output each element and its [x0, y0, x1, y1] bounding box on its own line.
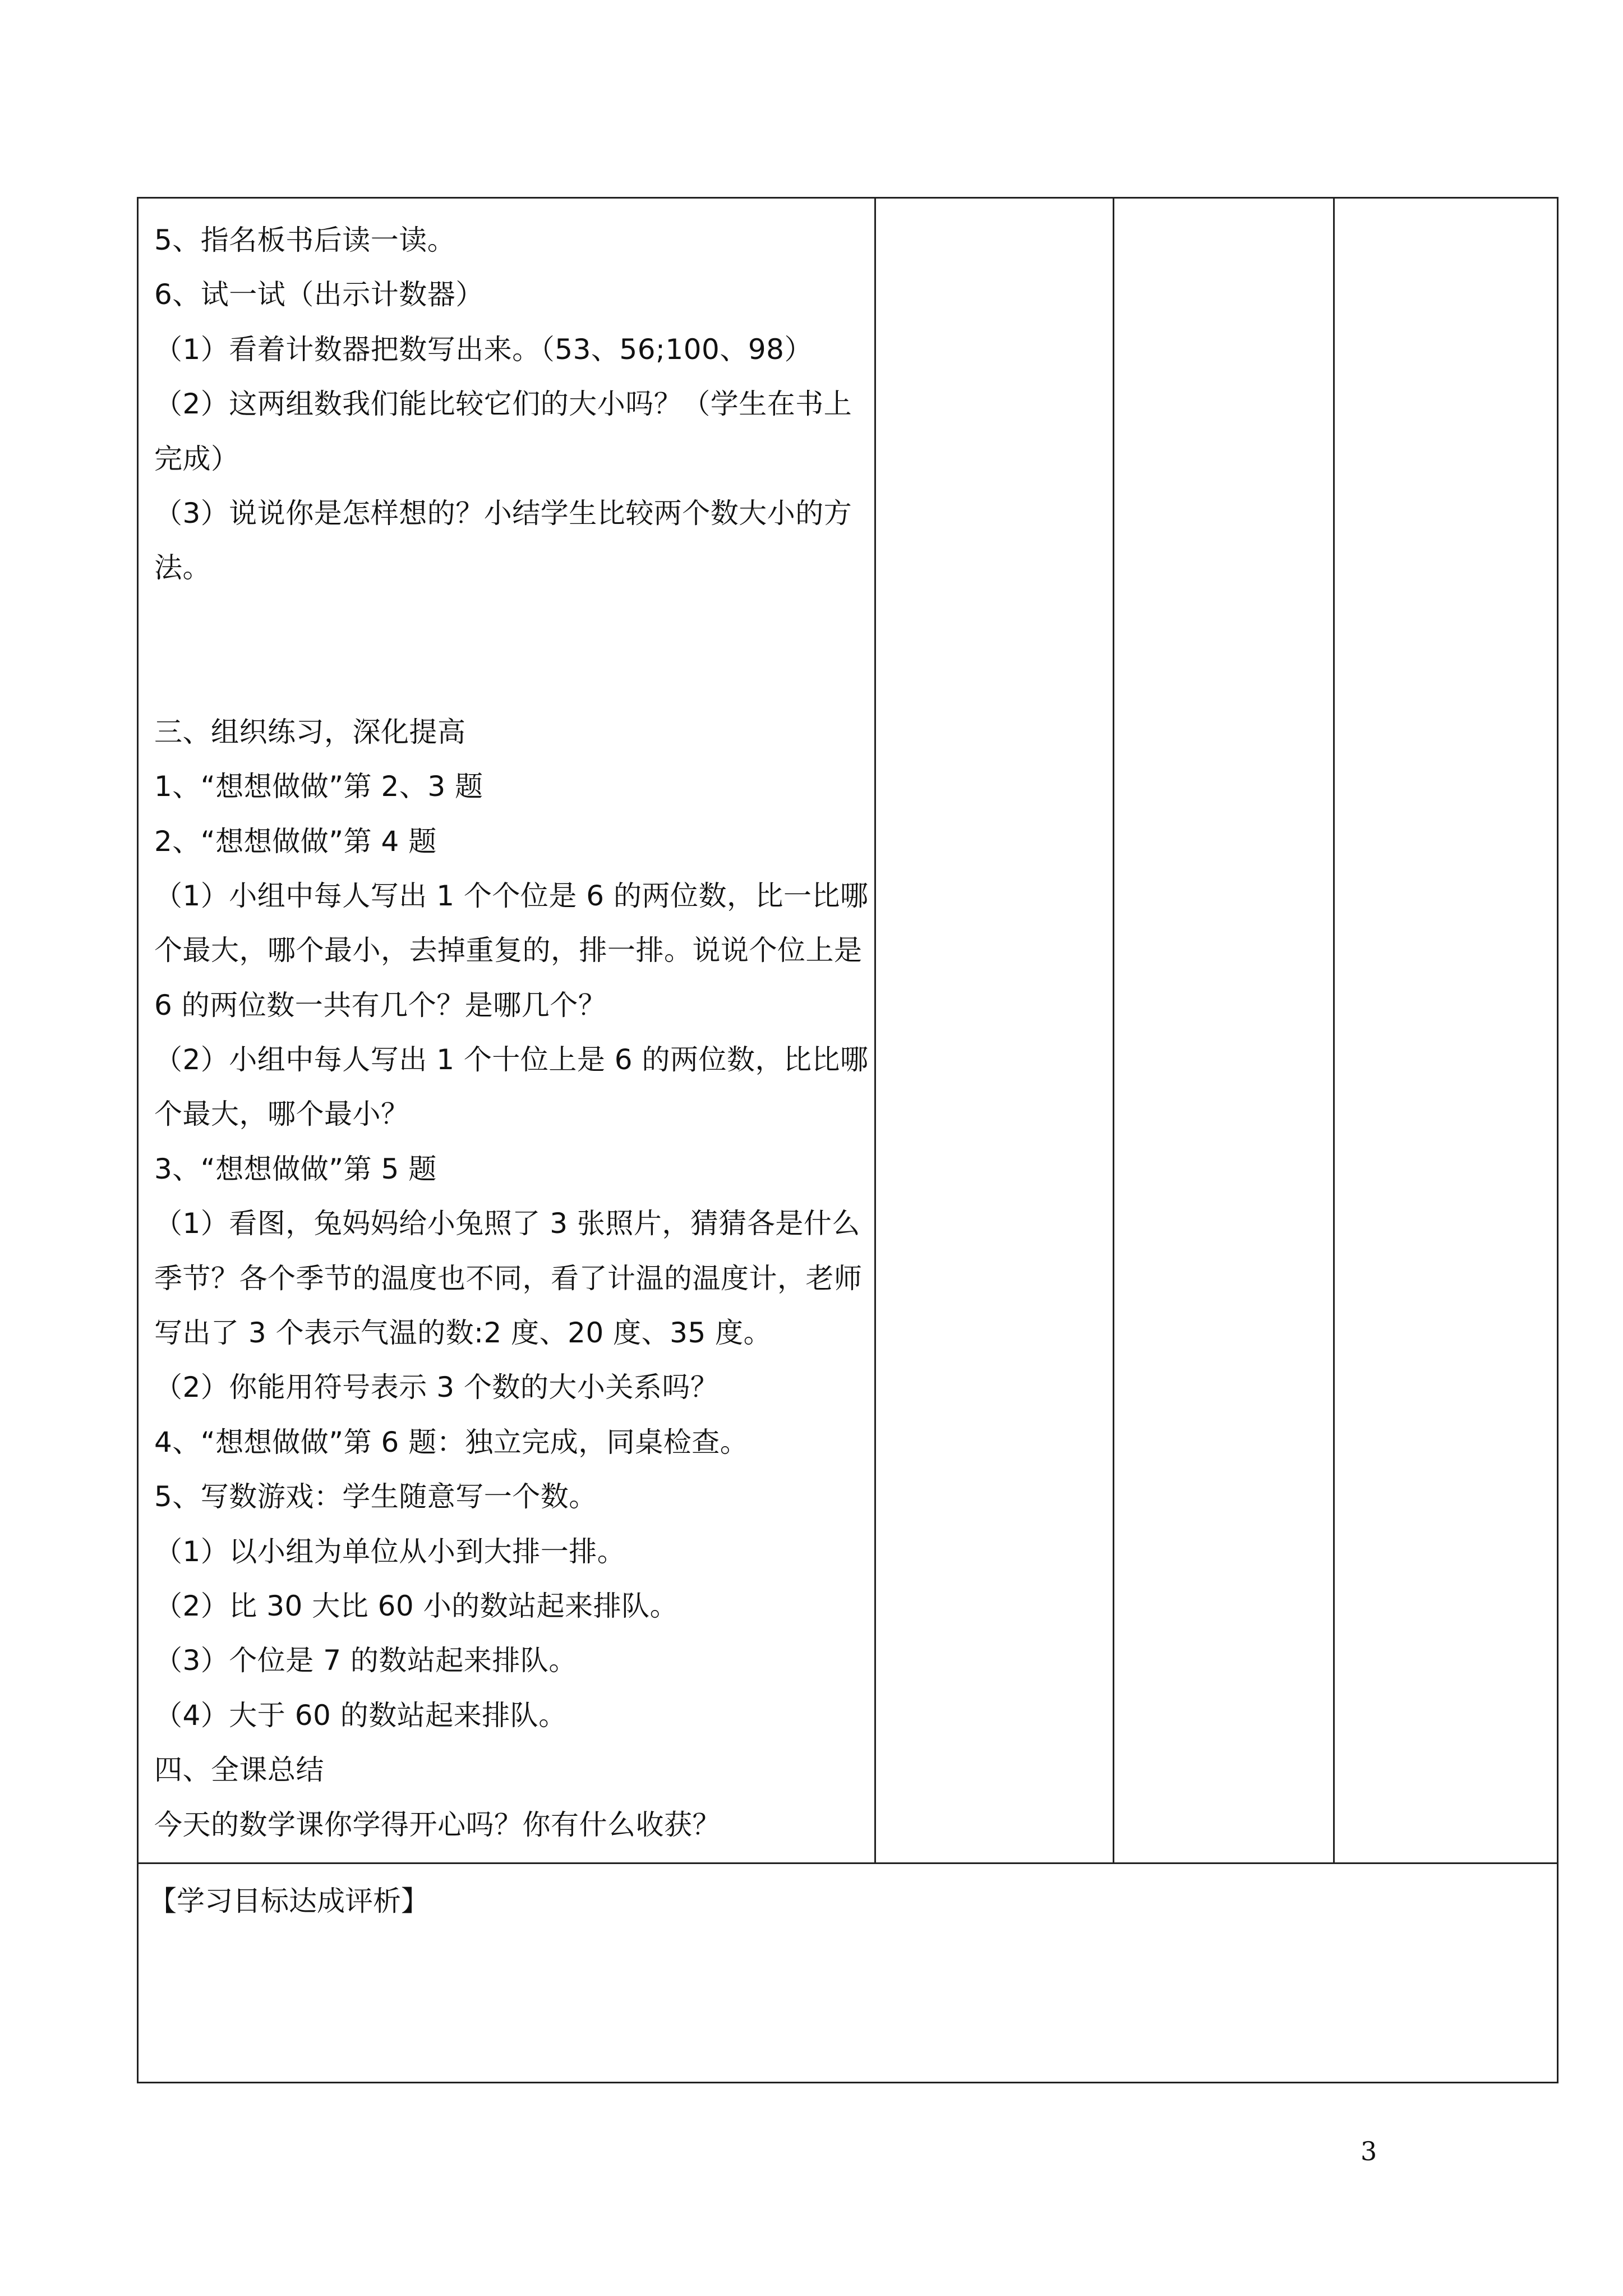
step-line: （3）个位是 7 的数站起来排队。	[154, 1644, 577, 1677]
step-line: （2）小组中每人写出 1 个十位上是 6 的两位数，比比哪	[154, 1043, 869, 1076]
empty-column-cell	[875, 198, 1114, 1864]
step-line: 6 的两位数一共有几个？是哪几个？	[154, 988, 607, 1022]
step-line: 今天的数学课你学得开心吗？你有什么收获？	[154, 1808, 721, 1841]
blank-space	[154, 596, 864, 705]
step-line: 个最大，哪个最小，去掉重复的，排一排。说说个位上是	[154, 934, 863, 967]
step-line: （4）大于 60 的数站起来排队。	[154, 1699, 567, 1732]
teaching-process-text	[139, 199, 874, 1852]
step-line: （2）这两组数我们能比较它们的大小吗？（学生在书上	[154, 388, 852, 421]
step-line: （1）看图，兔妈妈给小兔照了 3 张照片，猜猜各是什么	[154, 1207, 860, 1240]
step-line: 6、试一试（出示计数器）	[154, 278, 484, 311]
step-line: 个最大，哪个最小？	[154, 1098, 409, 1131]
page-number: 3	[1361, 2136, 1377, 2166]
step-line: 3、“想想做做”第 5 题	[154, 1152, 437, 1185]
step-line: 法。	[154, 551, 211, 585]
step-line: （3）说说你是怎样想的？小结学生比较两个数大小的方	[154, 496, 852, 530]
step-line: （2）比 30 大比 60 小的数站起来排队。	[154, 1589, 679, 1622]
step-line: 完成）	[154, 442, 239, 475]
step-line: （1）以小组为单位从小到大排一排。	[154, 1535, 626, 1568]
lesson-steps-row	[138, 198, 1558, 1864]
evaluation-cell	[138, 1864, 1558, 2083]
empty-column-cell	[1114, 198, 1334, 1864]
section-heading: 四、全课总结	[154, 1754, 324, 1787]
step-line: 4、“想想做做”第 6 题：独立完成，同桌检查。	[154, 1425, 749, 1458]
step-line: 1、“想想做做”第 2、3 题	[154, 770, 483, 803]
evaluation-row	[138, 1864, 1558, 2083]
lesson-plan-table	[137, 197, 1559, 2083]
step-line: 5、指名板书后读一读。	[154, 224, 456, 256]
evaluation-title: 【学习目标达成评析】	[149, 1885, 429, 1917]
step-line: 季节？各个季节的温度也不同，看了计温的温度计，老师	[154, 1262, 863, 1295]
step-line: 写出了 3 个表示气温的数:2 度、20 度、35 度。	[154, 1317, 772, 1350]
step-line: 2、“想想做做”第 4 题	[154, 825, 437, 858]
teaching-process-cell	[138, 198, 875, 1864]
step-line: （1）看着计数器把数写出来。（53、56;100、98）	[154, 333, 813, 366]
section-heading: 三、组织练习，深化提高	[154, 715, 466, 748]
step-line: 5、写数游戏：学生随意写一个数。	[154, 1480, 597, 1513]
empty-column-cell	[1334, 198, 1558, 1864]
step-line: （1）小组中每人写出 1 个个位是 6 的两位数，比一比哪	[154, 879, 869, 912]
step-line: （2）你能用符号表示 3 个数的大小关系吗？	[154, 1371, 719, 1404]
